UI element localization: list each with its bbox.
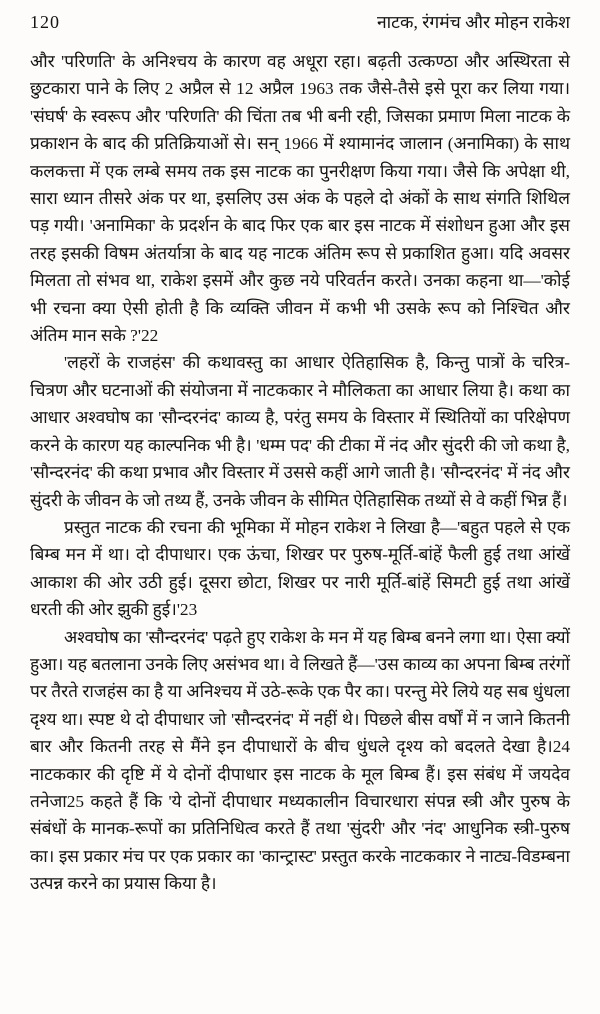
- page-number: 120: [30, 12, 60, 32]
- page-header: [30, 10, 570, 34]
- paragraph-3: प्रस्तुत नाटक की रचना की भूमिका में मोहन राकेश ने लिखा है—'बहुत पहले से एक बिम्ब मन में था। दो दीपाधार। एक ऊंचा, शिखर पर पुरुष-मूर्ति-बांहें फैली हुई तथा आंखें आकाश की ओर उठी हुई। दूसरा छोटा, शिखर पर नारी मूर्ति-बांहें सिमटी हुई तथा आंखें धरती की ओर झुकी हुई।'23: [30, 517, 570, 620]
- paragraph-2: 'लहरों के राजहंस' की कथावस्तु का आधार ऐतिहासिक है, किन्तु पात्रों के चरित्र-चित्रण और घटनाओं की संयोजना में नाटककार ने मौलिकता का आधार लिया है। कथा का आधार अश्वघोष का 'सौन्दरनंद' काव्य है, परंतु समय के विस्तार में स्थितियों का परिक्षेपण करने के कारण यह काल्पनिक भी है। 'धम्म पद' की टीका में नंद और सुंदरी की जो कथा है, 'सौन्दरनंद' की कथा प्रभाव और विस्तार में उससे कहीं आगे जाती है। 'सौन्दरनंद' में नंद और सुंदरी के जीवन के जो तथ्य हैं, उनके जीवन के सीमित ऐतिहासिक तथ्यों से वे कहीं भिन्न हैं।: [30, 353, 570, 510]
- paragraph-1: और 'परिणति' के अनिश्चय के कारण वह अधूरा रहा। बढ़ती उत्कण्ठा और अस्थिरता से छुटकारा पाने के लिए 2 अप्रैल से 12 अप्रैल 1963 तक जैसे-तैसे इसे पूरा कर लिया गया। 'संघर्ष' के स्वरूप और 'परिणति' की चिंता तब भी बनी रही, जिसका प्रमाण मिला नाटक के प्रकाशन के बाद की प्रतिक्रियाओं से। सन् 1966 में श्यामानंद जालान (अनामिका) के साथ कलकत्ता में एक लम्बे समय तक इस नाटक का पुनरीक्षण किया गया। जैसे कि अपेक्षा थी, सारा ध्यान तीसरे अंक पर था, इसलिए उस अंक के पहले दो अंकों के साथ संगति शिथिल पड़ गयी। 'अनामिका' के प्रदर्शन के बाद फिर एक बार इस नाटक में संशोधन हुआ और इस तरह इसकी विषम अंतर्यात्रा के बाद यह नाटक अंतिम रूप से प्रकाशित हुआ। यदि अवसर मिलता तो संभव था, राकेश इसमें और कुछ नये परिवर्तन करते। उनका कहना था—'कोई भी रचना क्या ऐसी होती है कि व्यक्ति जीवन में कभी भी उसके रूप को निश्चित और अंतिम मान सके ?'22: [30, 52, 570, 346]
- paragraph-4: अश्वघोष का 'सौन्दरनंद' पढ़ते हुए राकेश के मन में यह बिम्ब बनने लगा था। ऐसा क्यों हुआ। यह बतलाना उनके लिए असंभव था। वे लिखते हैं—'उस काव्य का अपना बिम्ब तरंगों पर तैरते राजहंस का है या अनिश्चय में उठे-रूके एक पैर का। परन्तु मेरे लिये यह सब धुंधला दृश्य था। स्पष्ट थे दो दीपाधार जो 'सौन्दरनंद' में नहीं थे। पिछले बीस वर्षों में न जाने कितनी बार और कितनी तरह से मैंने इन दीपाधारों के बीच धुंधले दृश्य को बदलते देखा है।24 नाटककार की दृष्टि में ये दोनों दीपाधार इस नाटक के मूल बिम्ब हैं। इस संबंध में जयदेव तनेजा25 कहते हैं कि 'ये दोनों दीपाधार मध्यकालीन विचारधारा संपन्न स्त्री और पुरुष के संबंधों के मानक-रूपों का प्रतिनिधित्व करते हैं तथा 'सुंदरी' और 'नंद' आधुनिक स्त्री-पुरुष का। इस प्रकार मंच पर एक प्रकार का 'कान्ट्रास्ट' प्रस्तुत करके नाटककार ने नाट्य-विडम्बना उत्पन्न करने का प्रयास किया है।: [30, 627, 570, 894]
- page-body: [30, 48, 570, 898]
- running-title: नाटक, रंगमंच और मोहन राकेश: [376, 12, 570, 32]
